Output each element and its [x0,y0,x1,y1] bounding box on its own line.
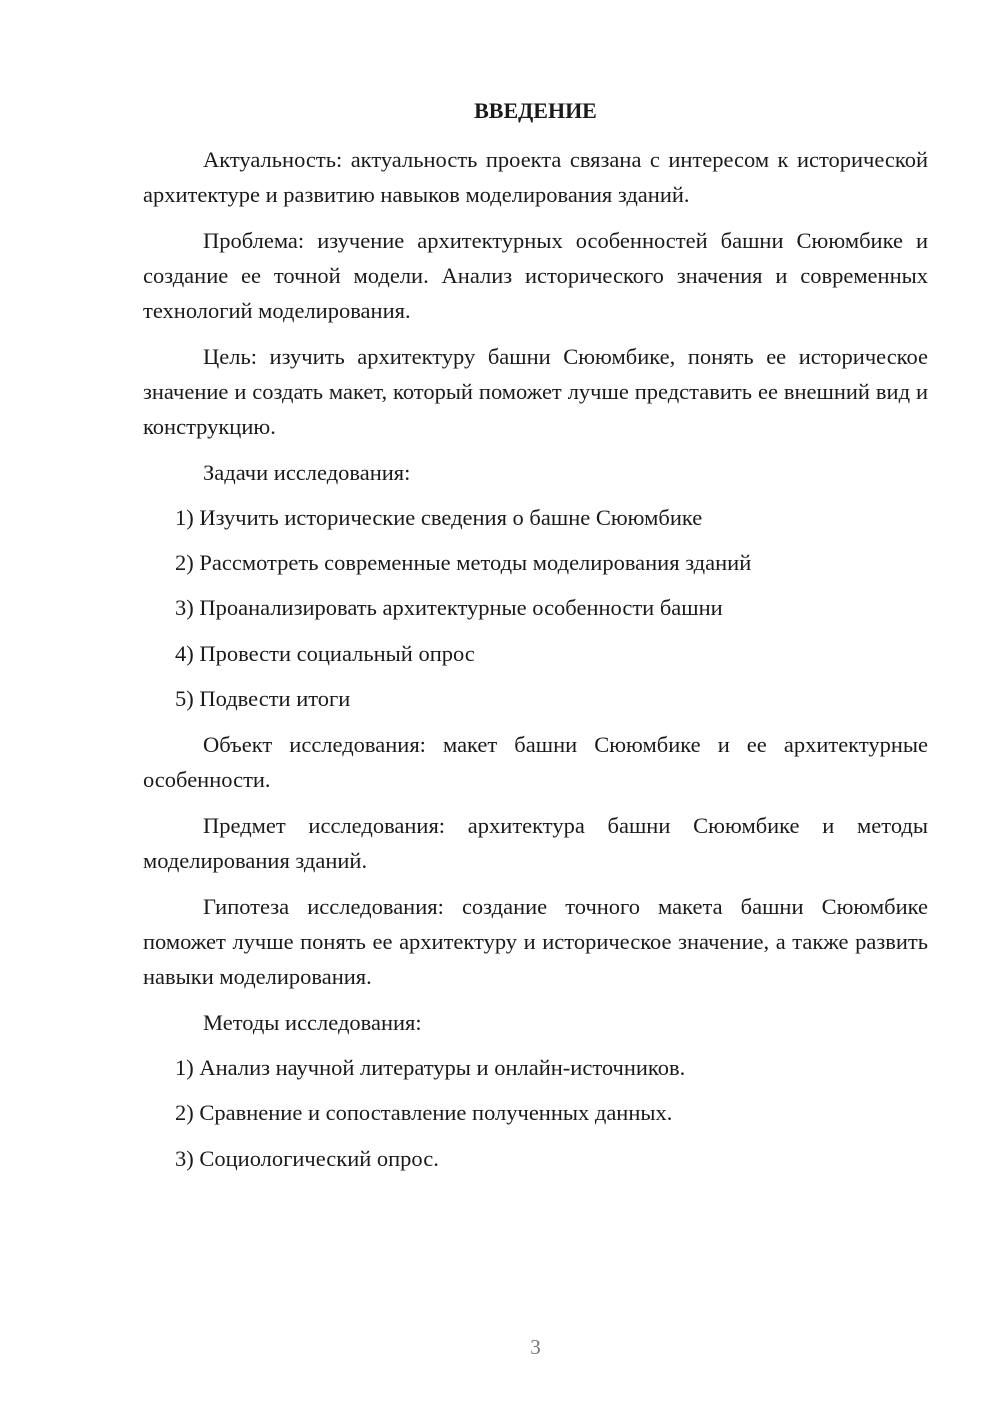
document-page [143,0,928,1414]
page-title: ВВЕДЕНИЕ [474,98,597,123]
method-item: 1) Анализ научной литературы и онлайн-источников. [175,1055,686,1080]
method-item: 3) Социологический опрос. [175,1146,439,1171]
task-item: 3) Проанализировать архитектурные особенности башни [175,595,723,620]
method-item: 2) Сравнение и сопоставление полученных данных. [175,1100,673,1125]
subject-paragraph: Предмет исследования: архитектура башни Сююмбике и методы моделирования зданий. [143,813,928,873]
task-item: 1) Изучить исторические сведения о башне Сююмбике [175,505,703,530]
problem-paragraph: Проблема: изучение архитектурных особенностей башни Сююмбике и создание ее точной модели. Анализ исторического значения и современных технологий моделирования. [143,228,928,323]
goal-paragraph: Цель: изучить архитектуру башни Сююмбике, понять ее историческое значение и создать макет, который поможет лучше представить ее внешний вид и конструкцию. [143,344,928,439]
task-item: 4) Провести социальный опрос [175,641,475,666]
hypothesis-paragraph: Гипотеза исследования: создание точного макета башни Сююмбике поможет лучше понять ее архитектуру и историческое значение, а также развить навыки моделирования. [143,894,928,989]
relevance-paragraph: Актуальность: актуальность проекта связана с интересом к исторической архитектуре и развитию навыков моделирования зданий. [143,147,928,207]
task-item: 5) Подвести итоги [175,686,351,711]
task-item: 2) Рассмотреть современные методы моделирования зданий [175,550,752,575]
object-paragraph: Объект исследования: макет башни Сююмбике и ее архитектурные особенности. [143,732,928,792]
page-number: 3 [530,1335,541,1359]
methods-heading: Методы исследования: [203,1010,422,1035]
tasks-heading: Задачи исследования: [203,460,411,485]
